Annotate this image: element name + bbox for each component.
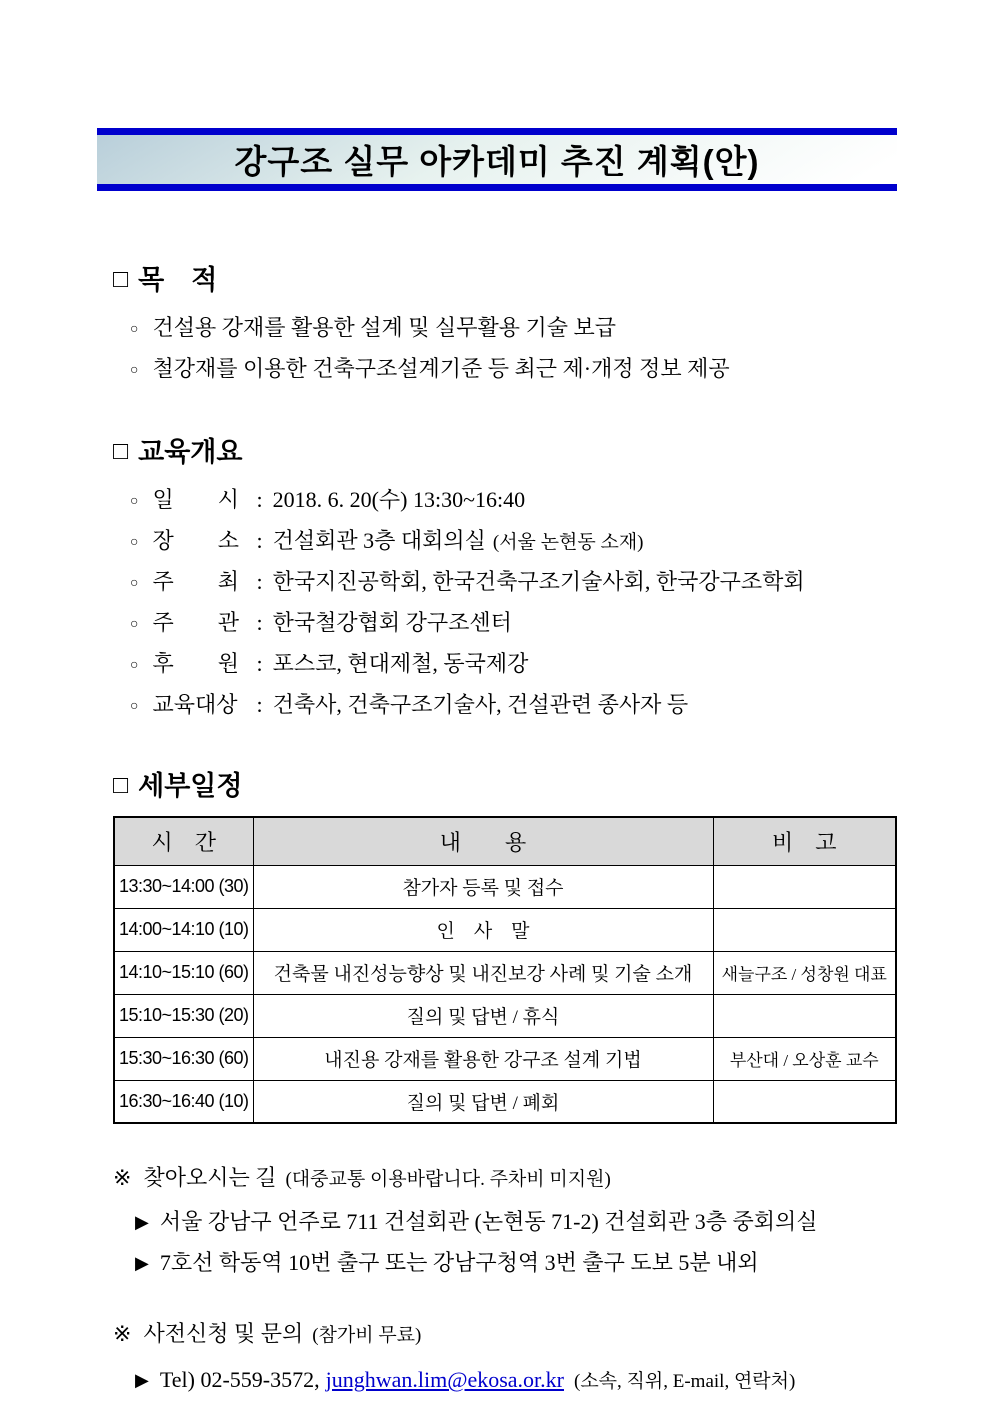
field-value: 한국철강협회 강구조센터 (272, 610, 512, 635)
content-cell: 인 사 말 (253, 908, 713, 951)
note-cell (713, 865, 896, 908)
circle-bullet-icon: ○ (130, 322, 139, 337)
field-value: 포스코, 현대제철, 동국제강 (272, 651, 529, 676)
section-title: 목 적 (138, 265, 218, 295)
section-heading-schedule (113, 769, 895, 803)
schedule-table (113, 816, 897, 1124)
field-label: 장 소 (152, 528, 239, 553)
list-item (130, 350, 895, 391)
table-row (114, 908, 896, 951)
field-label: 일 시 (152, 487, 239, 512)
contact-line (113, 1360, 895, 1402)
note-cell (713, 994, 896, 1037)
time-cell: 16:30~16:40 (10) (114, 1080, 253, 1123)
section-directions (113, 1162, 895, 1284)
phone-number: Tel) 02-559-3572, (159, 1367, 320, 1392)
content-cell: 참가자 등록 및 접수 (253, 865, 713, 908)
circle-bullet-icon: ○ (130, 699, 139, 714)
list-item (130, 309, 895, 350)
directions-list (113, 1202, 895, 1284)
time-cell: 15:30~16:30 (60) (114, 1037, 253, 1080)
section-registration (113, 1318, 895, 1402)
table-row (114, 865, 896, 908)
list-item (130, 481, 895, 522)
circle-bullet-icon: ○ (130, 535, 139, 550)
circle-bullet-icon: ○ (130, 363, 139, 378)
directions-item-text: 서울 강남구 언주로 711 건설회관 (논현동 71-2) 건설회관 3층 중회의실 (159, 1209, 818, 1234)
square-marker-icon: □ (113, 437, 129, 465)
registration-note: (참가비 무료) (312, 1325, 422, 1346)
overview-list (113, 481, 895, 727)
list-item (135, 1202, 895, 1243)
square-marker-icon: □ (113, 265, 129, 293)
section-heading-purpose (113, 263, 895, 297)
directions-heading (113, 1162, 895, 1196)
list-item (130, 604, 895, 645)
section-heading-overview (113, 435, 895, 469)
square-marker-icon: □ (113, 771, 129, 799)
directions-item-text: 7호선 학동역 10번 출구 또는 강남구청역 3번 출구 도보 5분 내외 (159, 1250, 759, 1275)
directions-title: 찾아오시는 길 (143, 1165, 277, 1190)
time-cell: 13:30~14:00 (30) (114, 865, 253, 908)
registration-heading (113, 1318, 895, 1352)
field-value: 한국지진공학회, 한국건축구조기술사회, 한국강구조학회 (272, 569, 805, 594)
field-label: 교육대상 (152, 692, 238, 717)
note-cell: 새늘구조 / 성창원 대표 (713, 951, 896, 994)
table-row (114, 1080, 896, 1123)
registration-title: 사전신청 및 문의 (143, 1321, 304, 1346)
note-cell (713, 908, 896, 951)
title-banner (97, 128, 897, 191)
field-value: 건축사, 건축구조기술사, 건설관련 종사자 등 (272, 692, 689, 717)
colon: : (256, 528, 263, 553)
colon: : (256, 692, 263, 717)
list-item (130, 563, 895, 604)
time-cell: 15:10~15:30 (20) (114, 994, 253, 1037)
list-item (130, 522, 895, 563)
email-link[interactable]: junghwan.lim@ekosa.or.kr (325, 1367, 564, 1392)
purpose-list (113, 309, 895, 391)
field-note: (서울 논현동 소재) (492, 532, 644, 553)
content-cell: 질의 및 답변 / 폐회 (253, 1080, 713, 1123)
reference-mark-icon: ※ (113, 1321, 132, 1346)
column-header-content: 내 용 (253, 817, 713, 865)
field-label: 주 최 (152, 569, 239, 594)
purpose-item-text: 건설용 강재를 활용한 설계 및 실무활용 기술 보급 (152, 315, 617, 340)
triangle-bullet-icon: ▶ (135, 1370, 149, 1390)
list-item (135, 1243, 895, 1284)
column-header-time: 시 간 (114, 817, 253, 865)
column-header-note: 비 고 (713, 817, 896, 865)
content-cell: 건축물 내진성능향상 및 내진보강 사례 및 기술 소개 (253, 951, 713, 994)
directions-note: (대중교통 이용바랍니다. 주차비 미지원) (285, 1169, 611, 1190)
colon: : (256, 651, 263, 676)
table-row (114, 994, 896, 1037)
triangle-bullet-icon: ▶ (135, 1212, 149, 1232)
colon: : (256, 569, 263, 594)
reference-mark-icon: ※ (113, 1165, 132, 1190)
section-purpose (113, 263, 895, 391)
circle-bullet-icon: ○ (130, 494, 139, 509)
content-cell: 질의 및 답변 / 휴식 (253, 994, 713, 1037)
content-cell: 내진용 강재를 활용한 강구조 설계 기법 (253, 1037, 713, 1080)
circle-bullet-icon: ○ (130, 576, 139, 591)
colon: : (256, 610, 263, 635)
section-overview (113, 435, 895, 727)
list-item (130, 686, 895, 727)
note-cell: 부산대 / 오상훈 교수 (713, 1037, 896, 1080)
table-row (114, 1037, 896, 1080)
purpose-item-text: 철강재를 이용한 건축구조설계기준 등 최근 제·개정 정보 제공 (152, 356, 730, 381)
triangle-bullet-icon: ▶ (135, 1253, 149, 1273)
field-label: 후 원 (152, 651, 239, 676)
field-value: 건설회관 3층 대회의실 (272, 528, 486, 553)
table-header-row (114, 817, 896, 865)
field-label: 주 관 (152, 610, 239, 635)
list-item (130, 645, 895, 686)
time-cell: 14:00~14:10 (10) (114, 908, 253, 951)
table-row (114, 951, 896, 994)
colon: : (256, 487, 263, 512)
section-title: 세부일정 (138, 771, 243, 801)
note-cell (713, 1080, 896, 1123)
field-value: 2018. 6. 20(수) 13:30~16:40 (272, 487, 526, 512)
circle-bullet-icon: ○ (130, 617, 139, 632)
section-title: 교육개요 (138, 437, 243, 467)
section-schedule (113, 769, 895, 1124)
contact-note: (소속, 직위, E-mail, 연락처) (574, 1371, 796, 1392)
time-cell: 14:10~15:10 (60) (114, 951, 253, 994)
page-title: 강구조 실무 아카데미 추진 계획(안) (234, 143, 760, 180)
circle-bullet-icon: ○ (130, 658, 139, 673)
